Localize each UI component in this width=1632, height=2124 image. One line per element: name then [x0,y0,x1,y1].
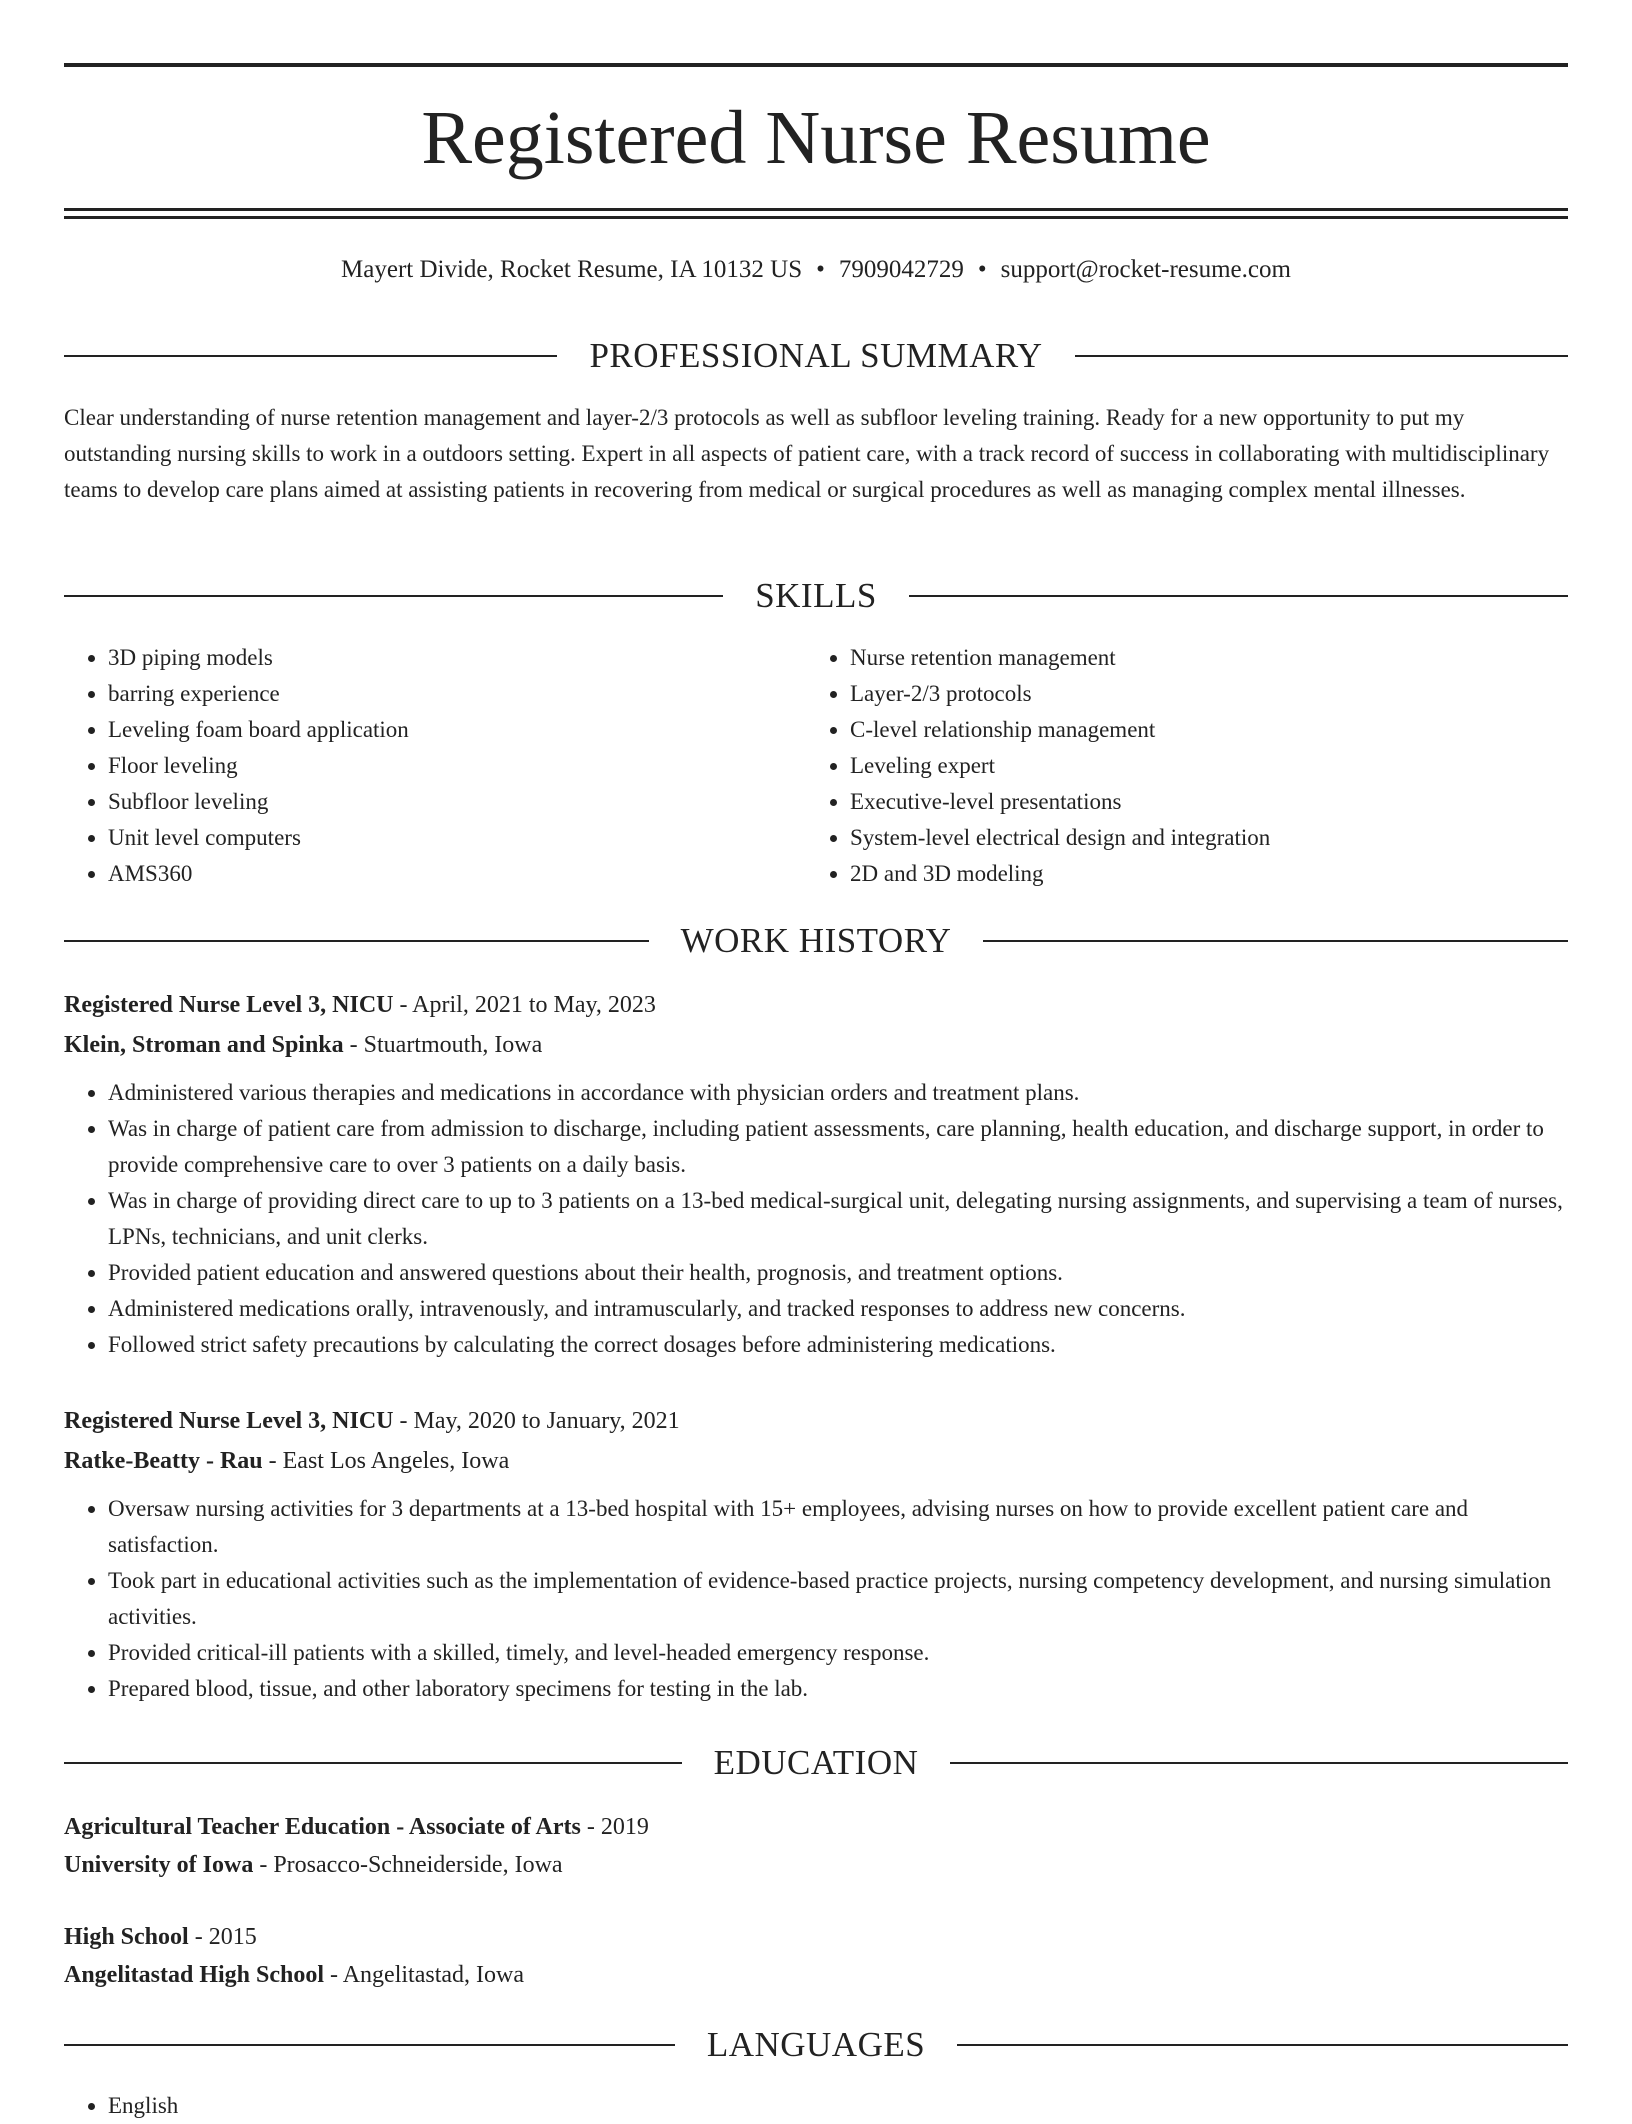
job-bullet: • Provided patient education and answered questions about their health, prognosis, and treatment options. [108,1255,1568,1291]
education-location: - Prosacco-Schneiderside, Iowa [253,1852,563,1878]
languages-list [64,2088,1568,2124]
section-rule [64,940,649,942]
skill-item: • Leveling expert [850,748,1546,784]
job-employer-line [64,1441,1568,1481]
section-title-education: EDUCATION [713,1743,919,1782]
education-school: University of Iowa [64,1852,254,1878]
job-bullet: • Was in charge of providing direct care to up to 3 patients on a 13-bed medical-surgical unit, delegating nursing assignments, and supervising a team of nurses, LPNs, technicians, and unit clerks. [108,1183,1568,1255]
skill-item: • 3D piping models [108,640,804,676]
skill-item: • AMS360 [108,856,804,892]
section-rule [1075,355,1568,357]
education-location: - Angelitastad, Iowa [324,1962,524,1988]
language-item: • English [108,2088,1568,2124]
summary-text: Clear understanding of nurse retention management and layer-2/3 protocols as well as subfloor leveling training. Ready for a new opportunity to put my outstanding nursing skills to work in a outdoors setting. Expert in all aspects of patient care, with a track record of success in collaborating with multidisciplinary teams to develop care plans aimed at assisting patients in recovering from medical or surgical procedures as well as managing complex mental illnesses. [64,405,1550,502]
education-school-line [64,1846,1568,1884]
section-rule [957,2044,1568,2046]
education-school: Angelitastad High School [64,1962,325,1988]
skill-item: • 2D and 3D modeling [850,856,1546,892]
job-bullet: • Provided critical-ill patients with a skilled, timely, and level-headed emergency response. [108,1635,1568,1671]
section-header-skills [64,574,1568,618]
title-underline-second [64,216,1568,219]
section-rule [983,940,1568,942]
job-bullet: • Was in charge of patient care from admission to discharge, including patient assessments, care planning, health education, and discharge support, in order to provide comprehensive care to over 3 patients on a daily basis. [108,1111,1568,1183]
job-title: Registered Nurse Level 3, NICU [64,1408,394,1434]
top-rule [64,63,1568,67]
contact-email: support@rocket-resume.com [1000,256,1291,283]
section-title-work: WORK HISTORY [680,921,952,960]
skill-item: • Subfloor leveling [108,784,804,820]
job-employer: Ratke-Beatty - Rau [64,1448,263,1474]
job-location: - Stuartmouth, Iowa [343,1032,543,1058]
section-header-summary [64,334,1568,378]
section-rule [64,2044,675,2046]
skill-item: • Floor leveling [108,748,804,784]
job-employer: Klein, Stroman and Spinka [64,1032,344,1058]
section-header-education [64,1741,1568,1785]
section-rule [64,355,557,357]
section-header-languages [64,2023,1568,2067]
skill-item: • barring experience [108,676,804,712]
skill-item: • Leveling foam board application [108,712,804,748]
education-entry [64,1808,1568,1884]
job-title-line [64,985,1568,1025]
job-dates: - May, 2020 to January, 2021 [393,1408,680,1434]
section-rule [950,1762,1568,1764]
job-bullets [64,1075,1568,1363]
job-bullet: • Followed strict safety precautions by calculating the correct dosages before administering medications. [108,1327,1568,1363]
skills-column-left [64,640,804,892]
education-school-line [64,1956,1568,1994]
job-location: - East Los Angeles, Iowa [262,1448,510,1474]
job-dates: - April, 2021 to May, 2023 [393,992,656,1018]
education-degree: High School [64,1924,189,1950]
job-bullet: • Took part in educational activities such as the implementation of evidence-based practice projects, nursing competency development, and nursing simulation activities. [108,1563,1568,1635]
job-employer-line [64,1025,1568,1065]
education-entry [64,1918,1568,1994]
job-entry [64,985,1568,1363]
skills-column-right [806,640,1546,892]
section-header-work [64,919,1568,963]
education-degree-line [64,1808,1568,1846]
section-title-skills: SKILLS [755,576,877,615]
job-title-line [64,1401,1568,1441]
skill-item: • Executive-level presentations [850,784,1546,820]
education-degree-line [64,1918,1568,1956]
resume-title: Registered Nurse Resume [421,96,1211,180]
contact-separator: • [977,256,987,283]
skill-item: • C-level relationship management [850,712,1546,748]
skill-item: • Unit level computers [108,820,804,856]
title-underline [64,208,1568,211]
education-degree: Agricultural Teacher Education - Associate of Arts [64,1814,581,1840]
job-bullet: • Administered medications orally, intravenously, and intramuscularly, and tracked responses to address new concerns. [108,1291,1568,1327]
education-year: - 2019 [580,1814,649,1840]
skill-item: • Layer-2/3 protocols [850,676,1546,712]
contact-line [64,252,1568,288]
job-bullets [64,1491,1568,1707]
skill-item: • Nurse retention management [850,640,1546,676]
job-bullet: • Administered various therapies and medications in accordance with physician orders and treatment plans. [108,1075,1568,1111]
job-bullet: • Prepared blood, tissue, and other laboratory specimens for testing in the lab. [108,1671,1568,1707]
skill-item: • System-level electrical design and integration [850,820,1546,856]
job-title: Registered Nurse Level 3, NICU [64,992,394,1018]
contact-address: Mayert Divide, Rocket Resume, IA 10132 US [341,256,803,283]
job-bullet: • Oversaw nursing activities for 3 departments at a 13-bed hospital with 15+ employees, advising nurses on how to provide excellent patient care and satisfaction. [108,1491,1568,1563]
section-rule [64,595,723,597]
contact-phone: 7909042729 [838,256,964,283]
job-entry [64,1401,1568,1707]
section-rule [64,1762,682,1764]
section-title-summary: PROFESSIONAL SUMMARY [589,336,1043,375]
education-year: - 2015 [188,1924,257,1950]
section-title-languages: LANGUAGES [706,2025,926,2064]
contact-separator: • [816,256,825,283]
section-rule [909,595,1568,597]
